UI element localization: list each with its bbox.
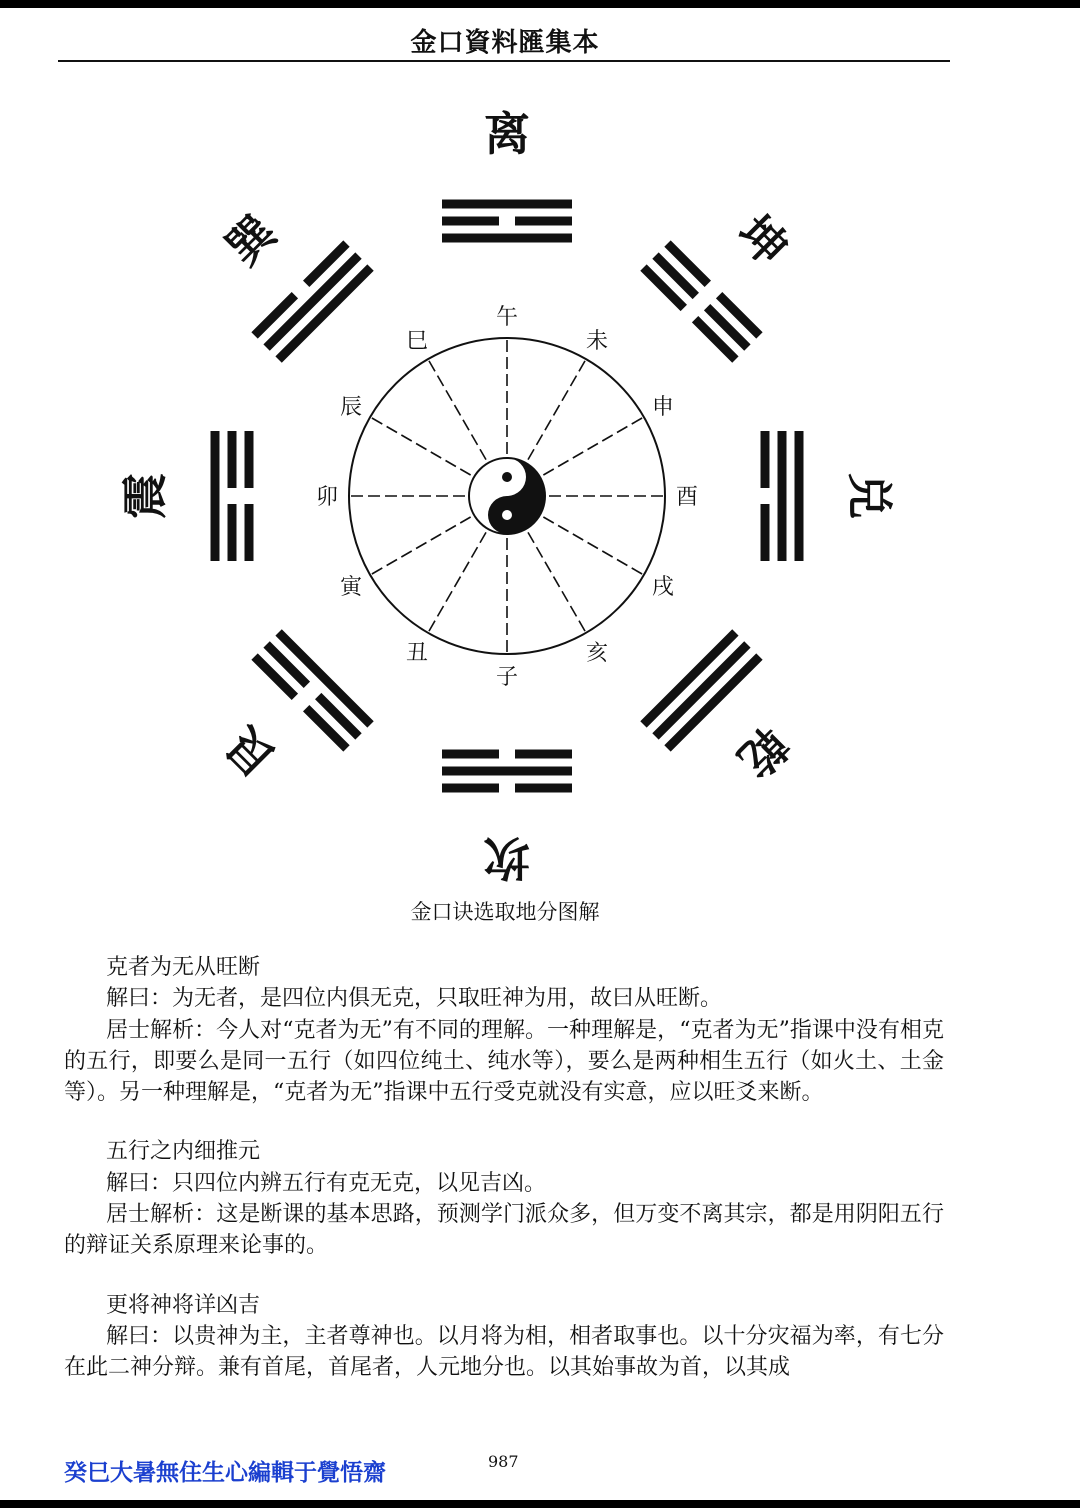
body-text (64, 952, 944, 1384)
yin-line (692, 316, 739, 363)
section-explain: 解曰：为无者，是四位内俱无克，只取旺神为用，故曰从旺断。 (106, 986, 723, 1012)
yang-line (211, 431, 220, 561)
yin-line (263, 641, 310, 688)
earthly-branch-label: 丑 (405, 640, 429, 666)
earthly-branch-label: 寅 (340, 575, 363, 600)
yang-line (275, 264, 373, 362)
earthly-branch-label: 戌 (651, 575, 674, 600)
earthly-branch-label: 酉 (675, 485, 699, 510)
earthly-branch-label: 卯 (315, 485, 339, 510)
yin-line (442, 217, 499, 226)
yang-line (442, 200, 572, 209)
section-title: 克者为无从旺断 (106, 955, 261, 980)
header-title: 金口資料匯集本 (410, 28, 600, 58)
yin-line (251, 292, 298, 339)
section-explain: 解曰：只四位内辨五行有克无克，以见吉凶。 (106, 1170, 547, 1196)
header-rule (58, 60, 950, 62)
footer-credit: 癸巳大暑無住生心編輯于覺悟齋 (64, 1460, 386, 1486)
yin-line (640, 264, 687, 311)
bagua-diagram (0, 100, 1010, 890)
wheel-spoke (528, 532, 586, 632)
yin-line (761, 431, 770, 488)
taiji-icon (469, 458, 545, 534)
document-page (0, 8, 1080, 1500)
wheel-spoke (428, 532, 486, 632)
earthly-branch-label: 申 (651, 395, 674, 420)
yang-line (275, 629, 373, 727)
earthly-branch-label: 未 (585, 329, 609, 355)
section-analysis: 居士解析：这是断课的基本思路，预测学门派众多，但万变不离其宗，都是用阴阳五行的辩证关系原理来论事的。 (64, 1202, 944, 1259)
figure-caption: 金口诀选取地分图解 (410, 900, 600, 924)
trigram-symbol (211, 431, 254, 561)
wheel-spoke (543, 517, 643, 575)
yin-line (245, 431, 254, 488)
earthly-branch-label: 辰 (340, 395, 363, 420)
yin-line (251, 653, 298, 700)
yin-line (228, 504, 237, 561)
yang-line (442, 767, 572, 776)
yin-line (442, 784, 499, 793)
yin-line (664, 240, 711, 287)
section-explain: 解曰：以贵神为主，主者尊神也。以月将为相，相者取事也。以十分灾福为率，有七分在此二神分辩。兼有首尾，首尾者，人元地分也。以其始事故为首，以其成 (64, 1323, 944, 1381)
wheel-spoke (370, 517, 470, 575)
yin-line (515, 750, 572, 759)
yin-line (228, 431, 237, 488)
trigram-name-label: 兑 (842, 473, 896, 519)
yin-line (704, 304, 751, 351)
trigram-symbol (442, 750, 572, 793)
earthly-branch-label: 午 (495, 305, 519, 330)
earthly-branch-label: 巳 (405, 329, 429, 355)
trigram-symbol (761, 431, 804, 561)
yin-line (515, 217, 572, 226)
trigram-symbol (442, 200, 572, 243)
yin-line (315, 693, 362, 740)
earthly-branch-label: 子 (495, 665, 519, 690)
yang-line (263, 252, 361, 350)
trigram-name-label: 乾 (727, 716, 799, 788)
trigram-name-label: 坎 (484, 831, 530, 885)
yin-line (652, 252, 699, 299)
yin-line (303, 705, 350, 752)
wheel-spoke (528, 359, 586, 459)
trigram-name-label: 震 (118, 473, 172, 519)
trigram-name-label: 坤 (727, 204, 799, 276)
yang-line (778, 431, 787, 561)
wheel-spoke (428, 359, 486, 459)
wheel-spoke (543, 417, 643, 475)
yin-line (716, 292, 763, 339)
trigram-name-label: 巽 (215, 204, 287, 276)
yang-line (442, 234, 572, 243)
wheel-spoke (370, 417, 470, 475)
yin-line (515, 784, 572, 793)
yang-line (652, 641, 750, 739)
trigram-name-label: 离 (484, 107, 530, 161)
yin-line (245, 504, 254, 561)
yin-line (442, 750, 499, 759)
section-title: 更将神将详凶吉 (106, 1292, 261, 1318)
page-number: 987 (488, 1452, 519, 1471)
yin-line (761, 504, 770, 561)
section-title: 五行之内细推元 (106, 1139, 261, 1165)
earthly-branch-label: 亥 (585, 640, 609, 666)
yang-line (640, 629, 738, 727)
yang-line (795, 431, 804, 561)
yin-line (303, 240, 350, 287)
section-analysis: 居士解析：今人对“克者为无”有不同的理解。一种理解是，“克者为无”指课中没有相克的五行，即要么是同一五行（如四位纯土、纯水等），要么是两种相生五行（如火土、土金等）。另一种理解是，“克者为无”指课中五行受克就没有实意，应以旺爻来断。 (64, 1017, 944, 1106)
trigram-name-label: 艮 (215, 716, 287, 788)
